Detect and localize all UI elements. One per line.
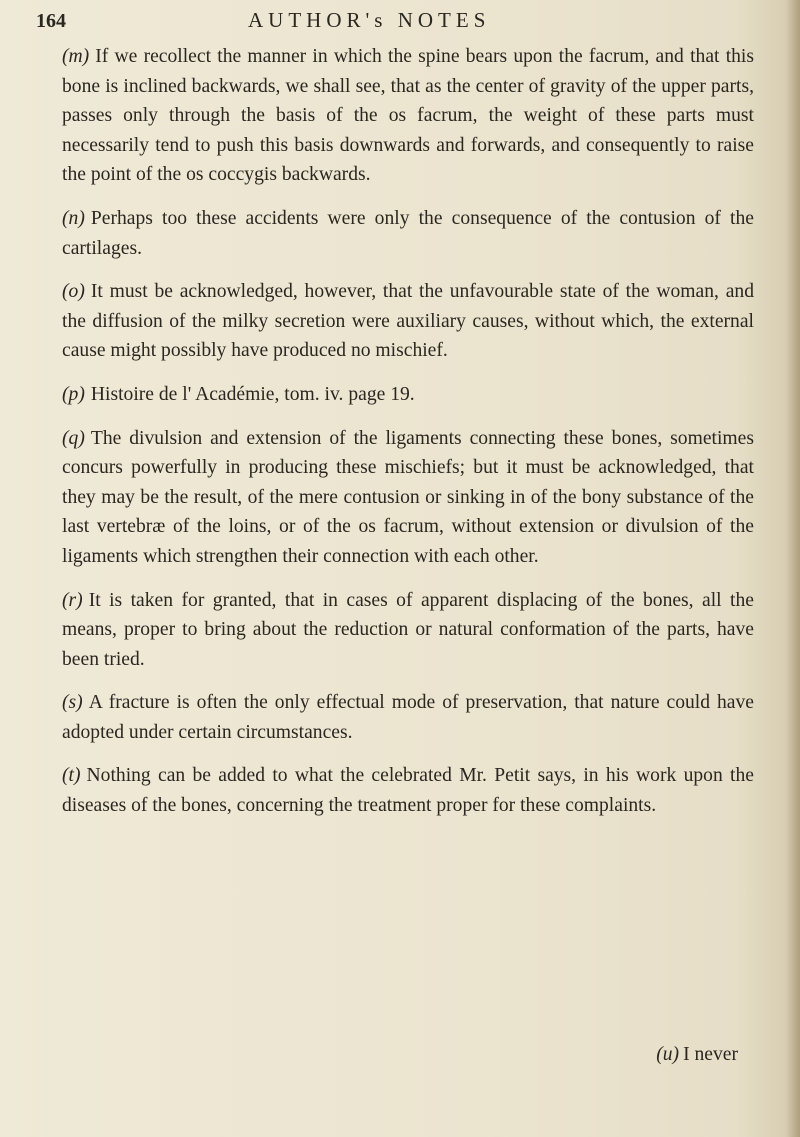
page-edge-shadow: [786, 0, 800, 1137]
catchword-marker: (u): [656, 1044, 680, 1065]
note-text: If we recollect the manner in which the spine bears upon the facrum, and that this bone is inclined backwards, we shall see, that as the center of gravity of the upper parts, passes only through the basis of the os facrum, the weight of these parts must necessarily tend to push this basis downwards and forwards, and consequently to raise the point of the os coccygis backwards.: [62, 46, 754, 186]
note-text: Nothing can be added to what the celebrated Mr. Petit says, in his work upon the diseases of the bones, concerning the treatment proper for these complaints.: [62, 765, 754, 817]
note-s: [62, 688, 754, 747]
page-number: 164: [36, 10, 66, 32]
note-q: [62, 424, 754, 572]
catchword-text: I never: [683, 1044, 738, 1065]
note-t: [62, 761, 754, 820]
note-text: Histoire de l' Académie, tom. iv. page 19.: [90, 383, 415, 405]
note-r: [62, 586, 754, 675]
note-text: Perhaps too these accidents were only the consequence of the contusion of the cartilages.: [62, 207, 754, 259]
running-head: AUTHOR's NOTES: [248, 8, 491, 32]
catchword: [656, 1044, 738, 1066]
note-text: A fracture is often the only effectual mode of preservation, that nature could have adopted under certain circumstances.: [62, 692, 754, 743]
note-marker: (o): [62, 281, 85, 303]
note-text: It must be acknowledged, however, that the unfavourable state of the woman, and the diffusion of the milky secretion were auxiliary causes, without which, the external cause might possibly have produced no mischief.: [62, 281, 754, 362]
note-n: [62, 204, 754, 263]
note-marker: (s): [62, 692, 83, 714]
note-marker: (t): [62, 765, 81, 787]
note-marker: (m): [62, 46, 90, 67]
notes-body: [62, 42, 754, 821]
note-m: [62, 42, 754, 190]
note-text: The divulsion and extension of the ligaments connecting these bones, sometimes concurs powerfully in producing these mischiefs; but it must be acknowledged, that they may be the result, of the mere contusion or sinking in of the bony substance of the last vertebræ of the loins, or of the os facrum, without extension or divulsion of the ligaments which strengthen their connection with each other.: [62, 427, 754, 567]
note-o: [62, 277, 754, 366]
page-header: [36, 8, 756, 38]
note-marker: (r): [62, 589, 83, 611]
note-marker: (p): [62, 383, 85, 405]
note-text: It is taken for granted, that in cases of apparent displacing of the bones, all the means, proper to bring about the reduction or natural conformation of the parts, have been tried.: [62, 589, 754, 670]
note-marker: (q): [62, 427, 85, 449]
note-p: [62, 380, 754, 410]
note-marker: (n): [62, 207, 85, 229]
